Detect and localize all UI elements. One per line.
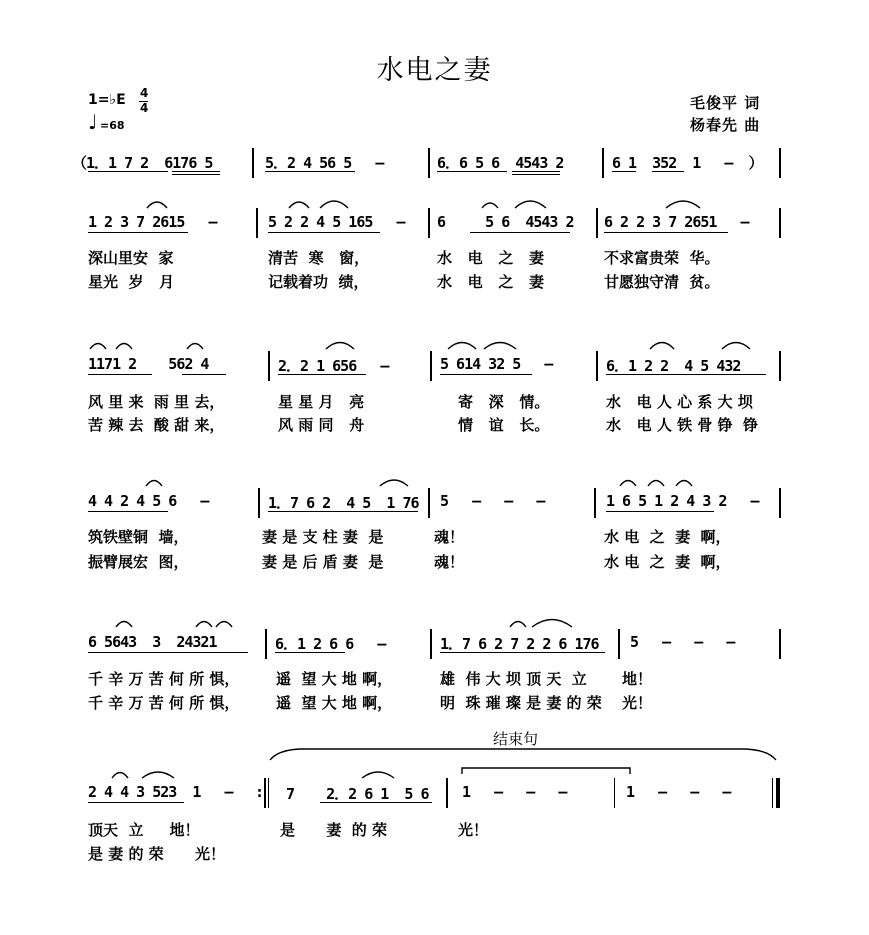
song-title: 水电之妻 [376,55,493,86]
lyric-row-3-verse-2-m1: 苦 辣 去 酸 甜 来， [88,416,225,434]
notation-row-3-measure-4: 6．1 2 2 4 5 432 [606,357,741,375]
slur [142,772,174,778]
notation-row-4-measure-1: 4 4 2 4 5 6 – [88,492,209,510]
slur [362,772,394,778]
slur [146,481,162,487]
lyric-row-2-verse-2-m2: 记载着功 绩， [268,273,369,291]
notation-row-6-measure-4: 1 – – – [626,783,731,801]
slur [112,773,128,779]
notation-row-2-measure-4: 6 2 2 3 7 2651 – [604,213,749,231]
lyric-row-4-verse-2-m1: 振臂展宏 图， [88,553,189,571]
lyric-row-2-verse-1-m3: 水 电 之 妻 [437,249,544,267]
slur [448,343,476,350]
lyric-row-2-verse-1-m2: 清苦 寒 窗， [268,249,370,267]
notation-row-4-measure-3: 5 – – – [440,492,545,510]
lyric-row-5-verse-2-m2: 遥 望 大 地 啊， [276,694,393,712]
coda-label: 结束句 [493,730,539,748]
slur [380,480,408,486]
notation-row-6-measure-3: 1 – – – [462,783,567,801]
slur [666,201,700,208]
slur [320,201,348,208]
lyric-row-5-verse-1-m2: 遥 望 大 地 啊， [276,670,393,688]
lyric-row-2-verse-1-m1: 深山里安 家 [88,249,174,267]
lyric-row-3-verse-1-m2: 星 星 月 亮 [278,393,365,411]
lyric-row-6-verse-1-m2: 是 妻 的 荣 [280,821,387,839]
slur [116,622,132,628]
notation-row-1-measure-2: 5．2 4 56 5 – [265,154,384,172]
slur [648,481,664,487]
lyric-row-3-verse-2-m4: 水 电 人 铁 骨 铮 铮 [606,416,759,434]
slur [90,344,106,350]
notation-row-5-measure-2: 6．1 2 6 6 – [275,635,386,653]
notation-row-5-measure-4: 5 – – – [630,633,735,651]
lyric-row-5-verse-1-m4: 地！ [622,670,653,688]
slur [620,481,636,487]
lyric-row-3-verse-1-m3: 寄 深 情。 [458,393,550,411]
coda-bracket [270,749,776,760]
slur [722,343,750,350]
notation-row-2-measure-1: 1 2 3 7 2615 – [88,213,217,231]
quarter-note-icon: ♩ [88,110,98,134]
notation-row-1-measure-3: 6．6 5 6 4543 2 [437,154,564,172]
key-signature: 1=♭E [88,92,126,108]
slur [196,622,212,628]
lyric-row-6-verse-2-m1: 是 妻 的 荣 光！ [88,845,226,863]
volta-bracket [462,768,630,774]
lyric-row-4-verse-2-m4: 水 电 之 妻 啊， [604,553,731,571]
lyric-row-4-verse-2-m3: 魂！ [434,553,465,571]
lyric-row-6-verse-1-m1: 顶天 立 地！ [88,821,200,839]
lyric-row-2-verse-1-m4: 不求富贵荣 华。 [604,249,720,267]
lyric-row-3-verse-1-m4: 水 电 人 心 系 大 坝 [606,393,753,411]
lyric-row-5-verse-2-m3: 明 珠 璀 璨 是 妻 的 荣 [440,694,602,712]
slur [116,344,132,350]
slur [147,202,167,208]
notation-row-4-measure-4: 1 6 5 1 2 4 3 2 – [606,492,759,510]
slur [650,343,674,350]
tempo-marking: =68 [100,119,125,132]
lyric-row-3-verse-2-m2: 风 雨 同 舟 [278,416,365,434]
slur [515,201,546,208]
slur [484,343,516,350]
lyric-row-6-verse-1-m3: 光！ [458,821,489,839]
notation-row-3-measure-2: 2．2 1 656 – [278,357,389,375]
lyric-row-2-verse-2-m4: 甘愿独守清 贫。 [604,273,720,291]
lyric-row-5-verse-2-m4: 光！ [622,694,653,712]
notation-row-6-measure-1: 2 4 4 3 523 1 – [88,783,233,801]
lyricist-credit: 毛俊平 词 [690,94,761,112]
lyric-row-4-verse-1-m1: 筑铁壁铜 墙， [88,528,189,546]
lyric-row-5-verse-2-m1: 千 辛 万 苦 何 所 惧， [88,694,240,712]
repeat-sign: : [255,783,264,801]
notation-row-3-measure-3: 5 614 32 5 – [440,355,553,373]
notation-row-1-measure-1: （1．1 7 2 6176 5 [72,154,213,172]
notation-row-4-measure-2: 1．7 6 2 4 5 1 76 [268,494,419,512]
slur [676,481,692,487]
slur [187,344,203,350]
slur [510,622,526,628]
notation-row-5-measure-3: 1．7 6 2 7 2 2 6 176 [440,635,599,653]
lyric-row-4-verse-2-m2: 妻 是 后 盾 妻 是 [262,553,384,571]
time-signature-bottom: 4 [140,101,149,115]
notation-row-1-measure-4: 6 1 352 1 – ） [612,154,763,172]
notation-row-3-measure-1: 1171 2 562 4 [88,355,209,373]
lyric-row-5-verse-1-m3: 雄 伟 大 坝 顶 天 立 [440,670,587,688]
lyric-row-3-verse-1-m1: 风 里 来 雨 里 去， [88,393,225,411]
slur [216,622,232,628]
lyric-row-5-verse-1-m1: 千 辛 万 苦 何 所 惧， [88,670,240,688]
lyric-row-2-verse-2-m3: 水 电 之 妻 [437,273,544,291]
slur [326,343,354,350]
slur [482,203,498,208]
lyric-row-2-verse-2-m1: 星光 岁 月 [88,273,175,291]
lyric-row-4-verse-1-m2: 妻 是 支 柱 妻 是 [262,528,384,546]
composer-credit: 杨春先 曲 [690,116,761,134]
notation-row-2-measure-3: 6 5 6 4543 2 [437,213,574,231]
time-signature-top: 4 [140,86,149,100]
notation-row-2-measure-2: 5 2 2 4 5 165 – [268,213,405,231]
notation-row-5-measure-1: 6 5643 3 24321 [88,633,217,651]
lyric-row-4-verse-1-m4: 水 电 之 妻 啊， [604,528,731,546]
notation-row-6-measure-2: 7 2．2 6 1 5 6 [286,785,429,803]
slur [289,202,309,208]
lyric-row-3-verse-2-m3: 情 谊 长。 [458,416,550,434]
slur [532,620,572,628]
lyric-row-4-verse-1-m3: 魂！ [434,528,465,546]
